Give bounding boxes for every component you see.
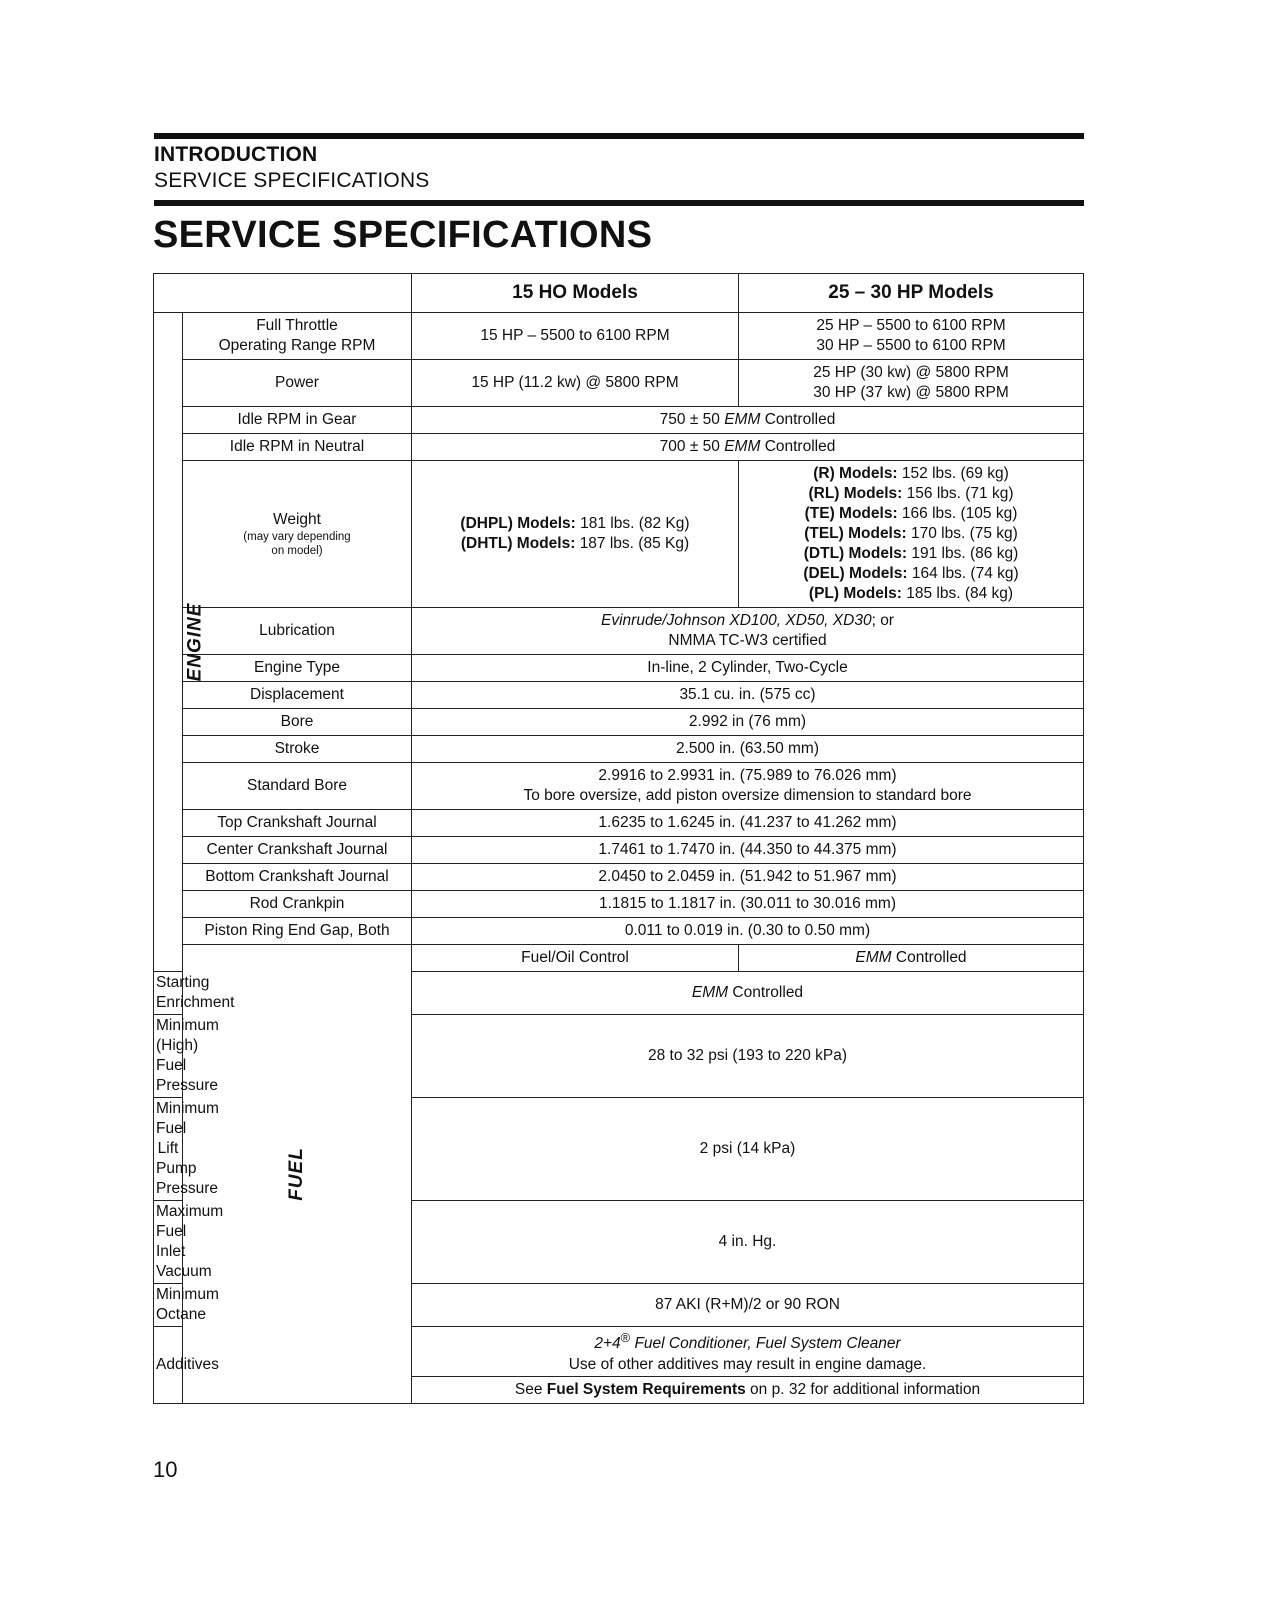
row-label-top-crank: Top Crankshaft Journal: [183, 810, 412, 837]
model-name: (R) Models:: [813, 465, 898, 482]
value-text: Controlled: [732, 984, 804, 1001]
row-label-rod-crankpin: Rod Crankpin: [183, 891, 412, 918]
row-label-engine-type: Engine Type: [183, 655, 412, 682]
value-cell: [412, 1327, 1084, 1377]
model-weight: 156 lbs. (71 kg): [906, 485, 1014, 502]
row-label-fuel-oil: Fuel/Oil Control: [412, 945, 739, 972]
model-weight: 166 lbs. (105 kg): [901, 505, 1018, 522]
value-cell: [412, 763, 1084, 810]
weight-entry: [741, 524, 1081, 544]
cross-reference-link: Fuel System Requirements: [546, 1381, 746, 1398]
value-line: 30 HP (37 kw) @ 5800 RPM: [813, 384, 1009, 401]
row-label-bore: Bore: [183, 709, 412, 736]
page-number: 10: [153, 1457, 178, 1482]
value-number: 750 ± 50: [659, 411, 720, 428]
model-name: (RL) Models:: [808, 485, 903, 502]
table-row: [154, 682, 1084, 709]
value-cell: [412, 1377, 1084, 1404]
table-row: [154, 434, 1084, 461]
header-rule-top: [154, 133, 1084, 139]
row-label-power: Power: [183, 360, 412, 407]
table-row: [154, 360, 1084, 407]
model-name: (DHPL) Models:: [460, 515, 576, 532]
value-cell: [412, 434, 1084, 461]
value-cell: 2.0450 to 2.0459 in. (51.942 to 51.967 mm): [412, 864, 1084, 891]
model-weight: 191 lbs. (86 kg): [911, 545, 1019, 562]
value-cell: 1.6235 to 1.6245 in. (41.237 to 41.262 mm): [412, 810, 1084, 837]
col-header-15ho: 15 HO Models: [412, 274, 739, 313]
value-cell: 2.500 in. (63.50 mm): [412, 736, 1084, 763]
value-line: 2.9916 to 2.9931 in. (75.989 to 76.026 mm): [598, 767, 897, 784]
value-text: Controlled: [895, 949, 967, 966]
value-cell: 15 HP – 5500 to 6100 RPM: [412, 313, 739, 360]
section-heading: INTRODUCTION: [154, 143, 318, 166]
emm-text: EMM: [724, 438, 761, 455]
table-row: [154, 608, 1084, 655]
label-line: Minimum Fuel Lift: [156, 1100, 219, 1157]
registered-mark: ®: [620, 1330, 631, 1346]
table-header-row: [154, 274, 1084, 313]
table-row: [154, 763, 1084, 810]
weight-entry: [741, 504, 1081, 524]
oil-brands: Evinrude/Johnson XD100, XD50, XD30: [601, 612, 872, 629]
model-name: (DTL) Models:: [803, 545, 908, 562]
row-label-lubrication: Lubrication: [183, 608, 412, 655]
model-weight: 152 lbs. (69 kg): [901, 465, 1009, 482]
model-name: (PL) Models:: [808, 585, 902, 602]
value-cell-weight-15: [412, 461, 739, 608]
label-line: Full Throttle: [256, 317, 338, 334]
row-label-weight: [183, 461, 412, 608]
col-header-25-30hp: 25 – 30 HP Models: [739, 274, 1084, 313]
value-text: on p. 32 for additional information: [745, 1381, 981, 1398]
value-cell: [412, 407, 1084, 434]
weight-entry: [741, 584, 1081, 604]
row-label-idle-neutral: Idle RPM in Neutral: [183, 434, 412, 461]
weight-note: (may vary depending: [243, 531, 351, 543]
row-label-stroke: Stroke: [183, 736, 412, 763]
table-row: [154, 864, 1084, 891]
category-fuel-label: FUEL: [285, 1146, 307, 1201]
value-cell: [739, 313, 1084, 360]
value-text: NMMA TC-W3 certified: [668, 632, 827, 649]
table-row: [154, 810, 1084, 837]
table-row: [154, 837, 1084, 864]
weight-entry: [414, 514, 736, 534]
value-cell: 4 in. Hg.: [412, 1201, 1084, 1284]
header-blank-cell: [154, 274, 412, 313]
model-name: (DEL) Models:: [803, 565, 908, 582]
table-row: [154, 655, 1084, 682]
value-line: 25 HP (30 kw) @ 5800 RPM: [813, 364, 1009, 381]
value-cell: 87 AKI (R+M)/2 or 90 RON: [412, 1284, 1084, 1327]
weight-entry: [414, 534, 736, 554]
emm-text: EMM: [855, 949, 892, 966]
weight-note: on model): [271, 545, 323, 557]
value-line: To bore oversize, add piston oversize dimension to standard bore: [523, 787, 972, 804]
model-weight: 164 lbs. (74 kg): [911, 565, 1019, 582]
emm-text: EMM: [724, 411, 761, 428]
value-cell: 2.992 in (76 mm): [412, 709, 1084, 736]
service-specifications-table: [153, 273, 1084, 1404]
row-label-starting-enrichment: Starting Enrichment: [154, 972, 183, 1015]
value-cell: 15 HP (11.2 kw) @ 5800 RPM: [412, 360, 739, 407]
row-label-bottom-crank: Bottom Crankshaft Journal: [183, 864, 412, 891]
model-weight: 187 lbs. (85 Kg): [579, 535, 690, 552]
model-weight: 181 lbs. (82 Kg): [580, 515, 690, 532]
page-title: SERVICE SPECIFICATIONS: [153, 214, 653, 256]
model-name: (TE) Models:: [804, 505, 898, 522]
model-weight: 185 lbs. (84 kg): [906, 585, 1014, 602]
value-cell: 1.1815 to 1.1817 in. (30.011 to 30.016 mm): [412, 891, 1084, 918]
brand-text: 2+4: [594, 1335, 621, 1353]
table-row: [154, 313, 1084, 360]
value-cell: [739, 945, 1084, 972]
value-cell: 35.1 cu. in. (575 cc): [412, 682, 1084, 709]
value-text: Controlled: [764, 438, 836, 455]
value-cell: [412, 608, 1084, 655]
value-cell: [412, 972, 1084, 1015]
row-label-standard-bore: Standard Bore: [183, 763, 412, 810]
model-weight: 170 lbs. (75 kg): [910, 525, 1018, 542]
row-label-inlet-vacuum: Maximum Fuel Inlet Vacuum: [154, 1201, 183, 1284]
category-engine: [154, 313, 206, 972]
header-rule-bottom: [154, 200, 1084, 206]
value-cell-weight-25: [739, 461, 1084, 608]
value-cell: In-line, 2 Cylinder, Two-Cycle: [412, 655, 1084, 682]
row-label-full-throttle: [183, 313, 412, 360]
table-row: [154, 461, 1084, 608]
row-label-additives: Additives: [154, 1327, 183, 1404]
weight-entry: [741, 564, 1081, 584]
value-text: See: [514, 1381, 547, 1398]
table-row: [154, 407, 1084, 434]
table-row: [154, 736, 1084, 763]
value-cell: 1.7461 to 1.7470 in. (44.350 to 44.375 mm): [412, 837, 1084, 864]
row-label-displacement: Displacement: [183, 682, 412, 709]
label-line: Operating Range RPM: [218, 337, 376, 354]
model-name: (DHTL) Models:: [460, 535, 576, 552]
category-engine-label: ENGINE: [184, 602, 206, 681]
row-label-center-crank: Center Crankshaft Journal: [183, 837, 412, 864]
weight-entry: [741, 544, 1081, 564]
value-text: Use of other additives may result in engine damage.: [568, 1355, 927, 1373]
value-cell: 28 to 32 psi (193 to 220 kPa): [412, 1015, 1084, 1098]
value-cell: 2 psi (14 kPa): [412, 1098, 1084, 1201]
row-label-fuel-lift: [154, 1098, 219, 1201]
weight-entry: [741, 484, 1081, 504]
label-line: Pump Pressure: [156, 1160, 219, 1197]
table-row: [154, 945, 1084, 972]
table-row: [154, 891, 1084, 918]
table-row: [154, 709, 1084, 736]
emm-text: EMM: [691, 984, 729, 1001]
brand-text: Fuel Conditioner, Fuel System Cleaner: [630, 1335, 901, 1353]
row-label-ring-gap: Piston Ring End Gap, Both: [183, 918, 412, 945]
row-label-octane: Minimum Octane: [154, 1284, 183, 1327]
row-label-min-fuel-pressure: Minimum (High) Fuel Pressure: [154, 1015, 183, 1098]
value-number: 700 ± 50: [659, 438, 720, 455]
value-cell: 0.011 to 0.019 in. (0.30 to 0.50 mm): [412, 918, 1084, 945]
value-text: Controlled: [764, 411, 836, 428]
weight-entry: [741, 464, 1081, 484]
table-row: [154, 918, 1084, 945]
value-text: ; or: [871, 612, 894, 629]
subsection-heading: SERVICE SPECIFICATIONS: [154, 169, 430, 192]
label-line: Weight: [273, 511, 321, 528]
row-label-idle-gear: Idle RPM in Gear: [183, 407, 412, 434]
value-cell: [739, 360, 1084, 407]
category-fuel: [183, 945, 412, 1404]
value-line: 30 HP – 5500 to 6100 RPM: [816, 337, 1006, 354]
model-name: (TEL) Models:: [804, 525, 907, 542]
value-line: 25 HP – 5500 to 6100 RPM: [816, 317, 1006, 334]
